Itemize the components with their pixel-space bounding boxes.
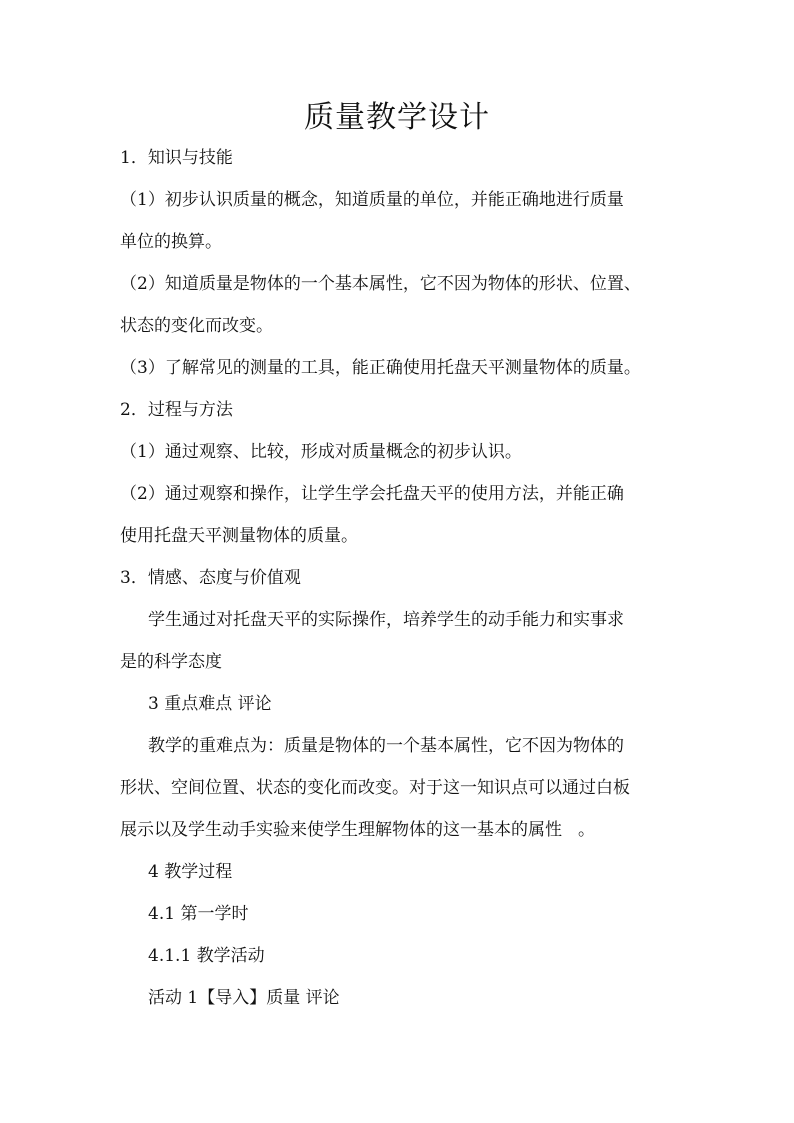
section-heading-attitudes-values: 3．情感、态度与价值观 xyxy=(120,568,301,588)
paragraph-line: 教学的重难点为：质量是物体的一个基本属性，它不因为物体的 xyxy=(148,736,624,756)
subsection-heading-first-lesson: 4.1 第一学时 xyxy=(148,904,249,924)
section-heading-process-methods: 2．过程与方法 xyxy=(120,400,233,420)
subsection-heading-teaching-activity: 4.1.1 教学活动 xyxy=(148,946,265,966)
section-heading-knowledge-skills: 1．知识与技能 xyxy=(120,148,233,168)
paragraph-line: （1）通过观察、比较，形成对质量概念的初步认识。 xyxy=(120,442,522,462)
activity-heading: 活动 1【导入】质量 评论 xyxy=(148,988,340,1008)
paragraph-line: 形状、空间位置、状态的变化而改变。对于这一知识点可以通过白板 xyxy=(120,778,630,798)
paragraph-line-text: 展示以及学生动手实验来使学生理解物体的这一基本的属性 xyxy=(120,820,562,840)
sentence-end-mark: 。 xyxy=(578,820,595,840)
paragraph-line: （3）了解常见的测量的工具，能正确使用托盘天平测量物体的质量。 xyxy=(120,358,641,378)
paragraph-line: 单位的换算。 xyxy=(120,232,222,252)
document-title: 质量教学设计 xyxy=(304,100,490,135)
paragraph-line: 学生通过对托盘天平的实际操作，培养学生的动手能力和实事求 xyxy=(148,610,624,630)
paragraph-line-with-end-mark xyxy=(120,818,680,842)
section-heading-teaching-process: 4 教学过程 xyxy=(148,862,233,882)
section-heading-key-difficulties: 3 重点难点 评论 xyxy=(148,694,272,714)
paragraph-line: （2）知道质量是物体的一个基本属性，它不因为物体的形状、位置、 xyxy=(120,274,641,294)
paragraph-line: （1）初步认识质量的概念，知道质量的单位，并能正确地进行质量 xyxy=(120,190,624,210)
paragraph-line: 使用托盘天平测量物体的质量。 xyxy=(120,526,358,546)
paragraph-line: 状态的变化而改变。 xyxy=(120,316,273,336)
paragraph-line: （2）通过观察和操作，让学生学会托盘天平的使用方法，并能正确 xyxy=(120,484,624,504)
paragraph-line: 是的科学态度 xyxy=(120,652,222,672)
